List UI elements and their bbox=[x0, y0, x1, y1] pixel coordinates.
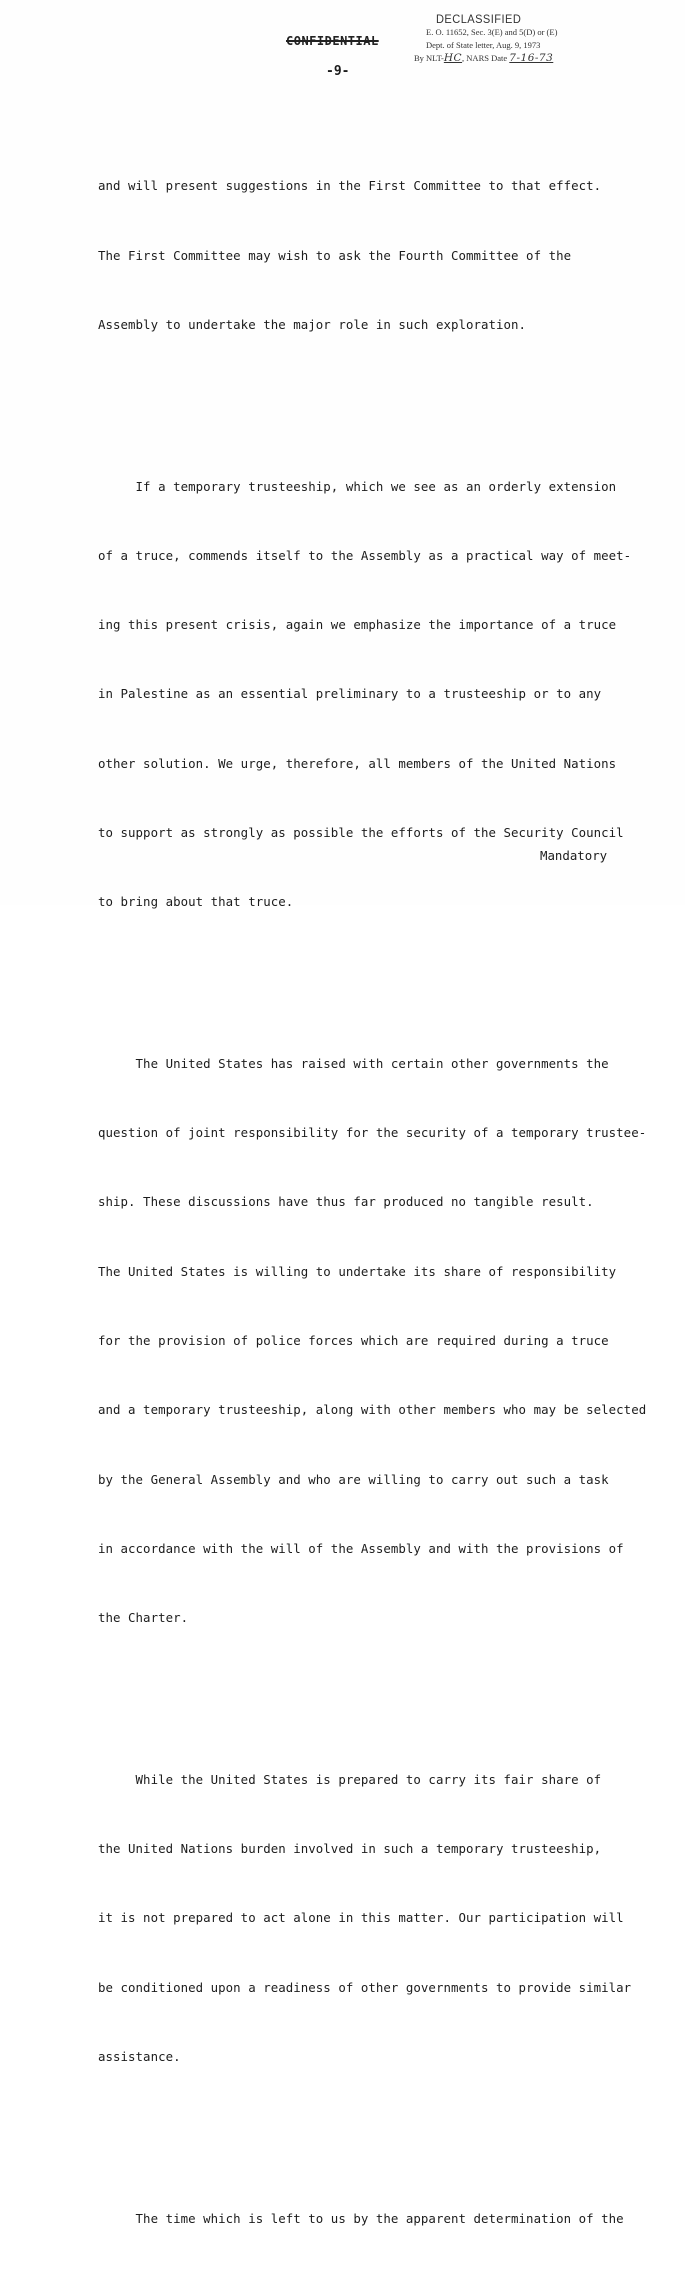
classification-marking: CONFIDENTIAL bbox=[286, 34, 379, 48]
stamp-by-line bbox=[414, 52, 674, 65]
stamp-by-value: HC bbox=[443, 52, 463, 64]
stamp-nars-value: 7-16-73 bbox=[509, 52, 554, 64]
text-line: in Palestine as an essential preliminary to a trusteeship or to any bbox=[98, 686, 602, 702]
stamp-nars-label: , NARS Date bbox=[462, 53, 508, 63]
text-line: in accordance with the will of the Assembly and with the provisions of bbox=[98, 1540, 624, 1556]
text-line: The United States has raised with certain other governments the bbox=[98, 1055, 609, 1071]
stamp-authority: E. O. 11652, Sec. 3(E) and 5(D) or (E) bbox=[426, 27, 558, 37]
text-line: ing this present crisis, again we emphasize the importance of a truce bbox=[98, 617, 617, 633]
stamp-by-label: By NLT- bbox=[414, 53, 444, 63]
text-line: of a truce, commends itself to the Assembly as a practical way of meet- bbox=[98, 547, 632, 563]
text-line: and will present suggestions in the First Committee to that effect. bbox=[98, 178, 602, 194]
text-line: other solution. We urge, therefore, all members of the United Nations bbox=[98, 755, 617, 771]
text-line: The time which is left to us by the apparent determination of the bbox=[98, 2210, 624, 2226]
text-line: and a temporary trusteeship, along with other members who may be selected bbox=[98, 1402, 647, 1418]
text-line: assistance. bbox=[98, 2048, 181, 2064]
text-line: for the provision of police forces which are required during a truce bbox=[98, 1332, 609, 1348]
text-line: question of joint responsibility for the security of a temporary trustee- bbox=[98, 1125, 647, 1141]
text-line: Assembly to undertake the major role in such exploration. bbox=[98, 316, 527, 332]
text-line: to bring about that truce. bbox=[98, 894, 294, 910]
paragraph-gap bbox=[98, 1675, 638, 1698]
paragraph-gap bbox=[98, 2114, 638, 2137]
declassification-stamp bbox=[414, 12, 674, 65]
text-line: If a temporary trusteeship, which we see as an orderly extension bbox=[98, 478, 617, 494]
text-line: the United Nations burden involved in such a temporary trusteeship, bbox=[98, 1841, 602, 1857]
catchword: Mandatory bbox=[540, 848, 608, 863]
stamp-title: DECLASSIFIED bbox=[436, 12, 522, 26]
page-number: -9- bbox=[326, 64, 350, 79]
body-text bbox=[98, 105, 647, 2276]
text-line: While the United States is prepared to carry its fair share of bbox=[98, 1771, 602, 1787]
text-line: The United States is willing to undertake its share of responsibility bbox=[98, 1263, 617, 1279]
text-line: ship. These discussions have thus far produced no tangible result. bbox=[98, 1194, 594, 1210]
text-line: be conditioned upon a readiness of other governments to provide similar bbox=[98, 1979, 632, 1995]
stamp-letter: Dept. of State letter, Aug. 9, 1973 bbox=[426, 40, 541, 50]
text-line: The First Committee may wish to ask the Fourth Committee of the bbox=[98, 247, 572, 263]
paragraph-gap bbox=[98, 959, 638, 982]
paragraph-gap bbox=[98, 382, 638, 405]
text-line: it is not prepared to act alone in this matter. Our participation will bbox=[98, 1910, 624, 1926]
text-line: by the General Assembly and who are willing to carry out such a task bbox=[98, 1471, 609, 1487]
text-line: the Charter. bbox=[98, 1610, 189, 1626]
text-line: to support as strongly as possible the efforts of the Security Council bbox=[98, 824, 624, 840]
